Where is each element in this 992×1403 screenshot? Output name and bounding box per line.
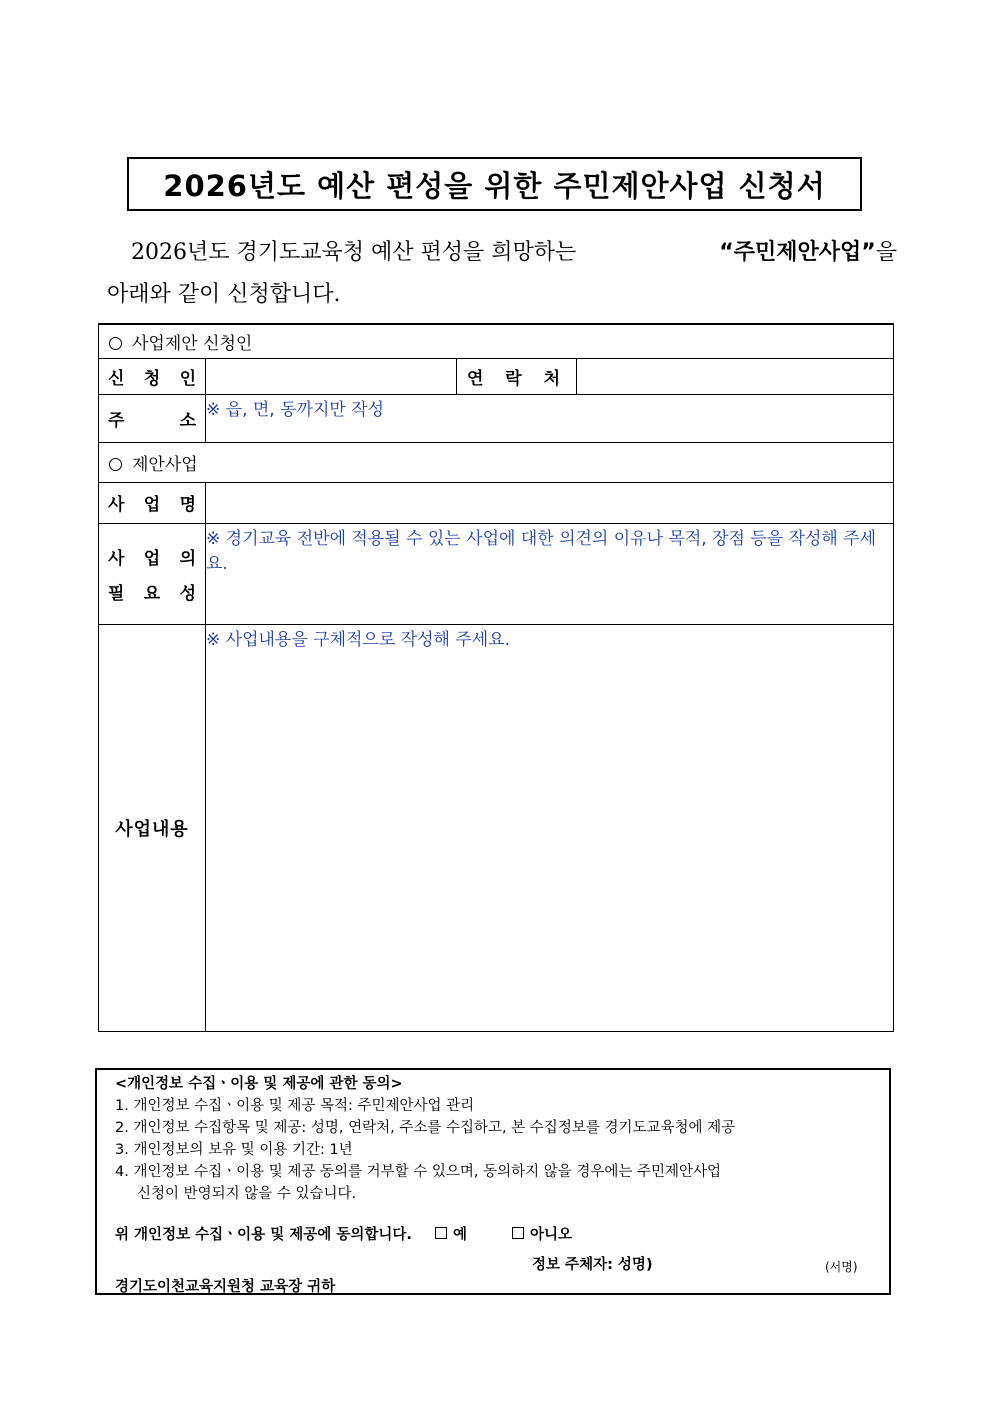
consent-agree-line — [115, 1224, 871, 1246]
consent-item-continuation: 신청이 반영되지 않을 수 있습니다. — [137, 1186, 357, 1202]
section-proposal-header — [99, 442, 894, 482]
intro-quote: “주민제안사업” — [719, 240, 876, 265]
privacy-consent-box — [95, 1068, 891, 1295]
address-field[interactable] — [206, 394, 894, 442]
consent-item: 2. 개인정보 수집항목 및 제공: 성명, 연락처, 주소를 수집하고, 본 수집정보를 경기도교육청에 제공 — [115, 1120, 736, 1136]
intro-text-1: 2026년도 경기도교육청 예산 편성을 희망하는 — [131, 240, 577, 265]
intro-particle: 을 — [875, 240, 897, 265]
contact-label: 연 락 처 — [457, 358, 577, 394]
signer-label: 정보 주체자: 성명) — [532, 1257, 653, 1273]
necessity-label: 사 업 의 필 요 성 — [99, 523, 206, 624]
address-hint: ※ 읍, 면, 동까지만 작성 — [206, 399, 385, 420]
document-title: 2026년도 예산 편성을 위한 주민제안사업 신청서 — [163, 168, 826, 203]
project-name-label: 사 업 명 — [99, 482, 206, 523]
circle-bullet-icon — [109, 337, 122, 350]
section-proposal-label: 제안사업 — [132, 454, 198, 475]
signature-line — [115, 1254, 871, 1276]
intro-paragraph — [107, 232, 897, 316]
address-label: 주 소 — [99, 394, 206, 442]
content-hint: ※ 사업내용을 구체적으로 작성해 주세요. — [206, 629, 511, 650]
section-applicant-header — [99, 324, 894, 358]
no-label: 아니오 — [530, 1227, 573, 1243]
consent-item: 1. 개인정보 수집ㆍ이용 및 제공 목적: 주민제안사업 관리 — [115, 1098, 475, 1114]
document-title-box — [127, 157, 862, 211]
circle-bullet-icon — [109, 458, 122, 471]
section-applicant-label: 사업제안 신청인 — [132, 333, 253, 354]
application-form-table — [98, 323, 894, 1032]
consent-item: 4. 개인정보 수집ㆍ이용 및 제공 동의를 거부할 수 있으며, 동의하지 않을 경우에는 주민제안사업 — [115, 1164, 722, 1180]
yes-label: 예 — [452, 1227, 467, 1243]
necessity-hint: ※ 경기교육 전반에 적용될 수 있는 사업에 대한 의견의 이유나 목적, 장점 등을 작성해 주세요. — [206, 528, 877, 574]
intro-text-2: 아래와 같이 신청합니다. — [107, 282, 341, 307]
content-label: 사업내용 — [99, 624, 206, 1031]
no-checkbox[interactable] — [512, 1227, 524, 1239]
necessity-field[interactable] — [206, 523, 894, 624]
consent-agree-text: 위 개인정보 수집ㆍ이용 및 제공에 동의합니다. — [115, 1227, 412, 1243]
signature-mark: (서명) — [825, 1260, 858, 1274]
applicant-field[interactable] — [206, 358, 457, 394]
yes-checkbox[interactable] — [435, 1227, 447, 1239]
consent-heading: <개인정보 수집ㆍ이용 및 제공에 관한 동의> — [115, 1076, 403, 1092]
addressee: 경기도이천교육지원청 교육장 귀하 — [115, 1279, 336, 1295]
applicant-label: 신 청 인 — [99, 358, 206, 394]
contact-field[interactable] — [577, 358, 894, 394]
project-name-field[interactable] — [206, 482, 894, 523]
content-field[interactable] — [206, 624, 894, 1031]
consent-item: 3. 개인정보의 보유 및 이용 기간: 1년 — [115, 1142, 353, 1158]
